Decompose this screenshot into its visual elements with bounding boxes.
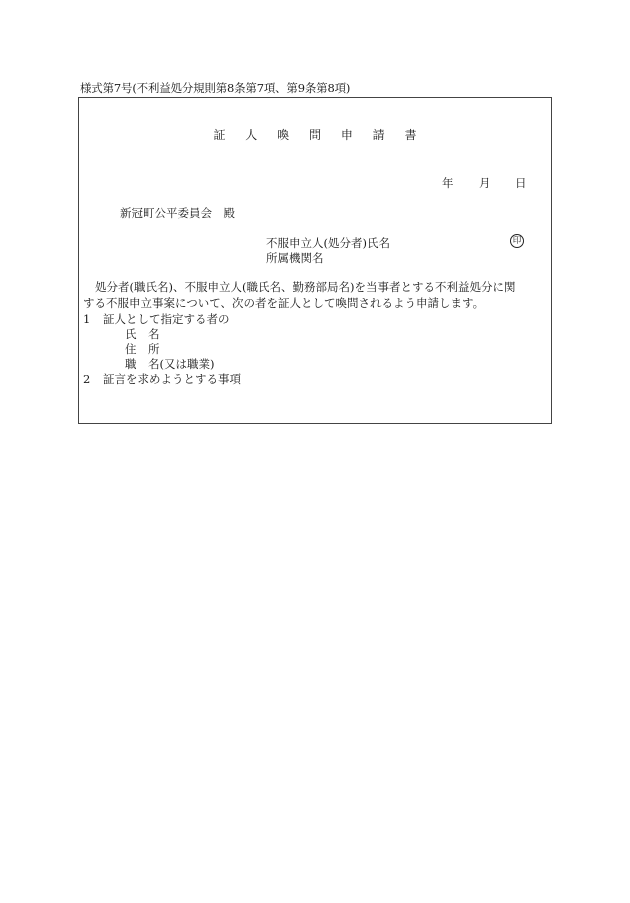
title-char: 喚 <box>277 128 290 142</box>
item-1-number: 1 <box>83 312 91 326</box>
body-line-2: する不服申立事案について、次の者を証人として喚問されるよう申請します。 <box>83 295 485 310</box>
title-char: 人 <box>245 128 258 142</box>
title-char: 請 <box>372 128 385 142</box>
seal-mark: 印 <box>510 234 524 248</box>
affiliation-label: 所属機関名 <box>266 251 324 265</box>
item-1-witness <box>83 311 230 327</box>
document-title <box>79 126 551 143</box>
item-1-text: 証人として指定する者の <box>103 312 230 326</box>
title-char: 書 <box>404 128 417 142</box>
witness-name-field: 氏 名 <box>125 327 160 341</box>
item-2-number: 2 <box>83 372 91 386</box>
addressee: 新冠町公平委員会 殿 <box>120 206 235 220</box>
witness-address-field: 住 所 <box>125 342 160 356</box>
title-char: 申 <box>340 128 353 142</box>
item-2-testimony <box>83 371 241 387</box>
title-char: 証 <box>213 128 226 142</box>
form-number-label: 様式第7号(不利益処分規則第8条第7項、第9条第8項) <box>80 81 351 95</box>
date-year-label: 年 <box>442 176 454 190</box>
applicant-name-label: 不服申立人(処分者)氏名 <box>266 236 390 250</box>
date-day-label: 日 <box>515 176 527 190</box>
witness-occupation-field: 職 名(又は職業) <box>125 357 215 371</box>
date-month-label: 月 <box>479 176 491 190</box>
body-line-1: 処分者(職氏名)、不服申立人(職氏名、勤務部局名)を当事者とする不利益処分に関 <box>95 280 516 294</box>
request-body-text <box>83 280 547 311</box>
title-char: 問 <box>308 128 321 142</box>
item-2-text: 証言を求めようとする事項 <box>103 372 241 386</box>
application-form-frame <box>78 97 552 424</box>
